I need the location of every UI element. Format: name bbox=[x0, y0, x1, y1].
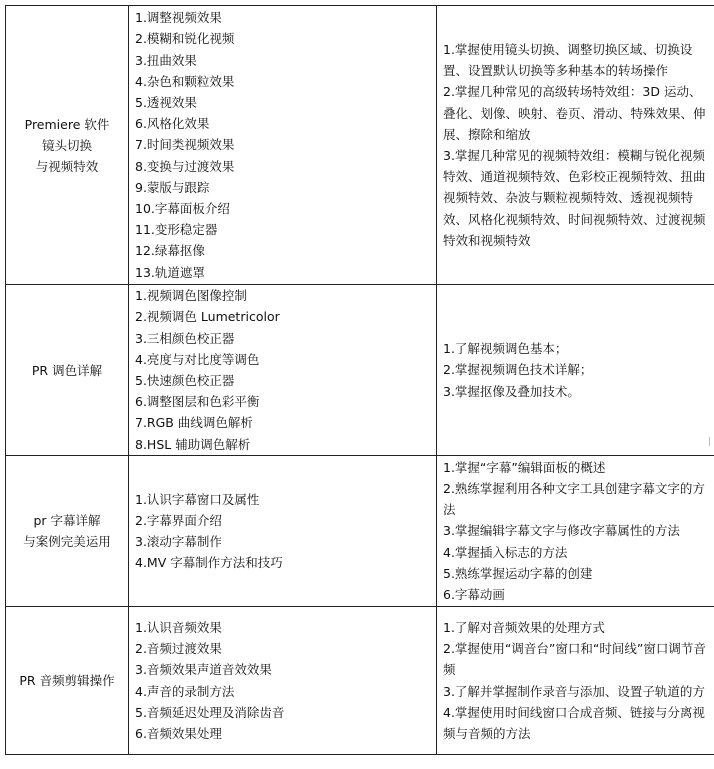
content-item: 7.时间类视频效果 bbox=[135, 137, 235, 153]
content-item: 11.变形稳定器 bbox=[135, 222, 218, 238]
topic-text: 镜头切换 bbox=[41, 137, 92, 153]
table-row bbox=[6, 6, 714, 285]
goal-cell bbox=[437, 607, 714, 755]
content-item: 4.MV 字幕制作方法和技巧 bbox=[135, 555, 283, 571]
topic-cell bbox=[6, 285, 129, 456]
topic-text: Premiere 软件 bbox=[24, 116, 110, 132]
content-item: 2.音频过渡效果 bbox=[135, 641, 222, 657]
topic-cell bbox=[6, 456, 129, 607]
content-item: 1.视频调色图像控制 bbox=[135, 288, 247, 304]
goal-item: 1.掌握“字幕”编辑面板的概述 bbox=[443, 459, 606, 475]
goal-cell bbox=[437, 285, 714, 456]
content-item: 3.滚动字幕制作 bbox=[135, 534, 222, 549]
goal-item: 4.掌握使用时间线窗口合成音频、链接与分离视频与音频的方法 bbox=[443, 704, 705, 741]
content-cell bbox=[129, 456, 437, 607]
goal-item: 3.了解并掌握制作录音与添加、设置子轨道的方 bbox=[443, 683, 705, 699]
topic-cell bbox=[6, 6, 129, 285]
goal-cell bbox=[437, 6, 714, 285]
topic-text: PR 音频剪辑操作 bbox=[19, 673, 115, 688]
goal-item: 2.掌握视频调色技术详解； bbox=[443, 362, 593, 378]
goal-item: 4.掌握插入标志的方法 bbox=[443, 544, 568, 560]
goal-item: 1.掌握使用镜头切换、调整切换区域、切换设置、设置默认切换等多种基本的转场操作 bbox=[443, 41, 693, 79]
content-cell bbox=[129, 6, 437, 285]
goal-item: 5.熟练掌握运动字幕的创建 bbox=[443, 565, 593, 581]
goal-item: 1.了解视频调色基本； bbox=[443, 341, 568, 357]
topic-cell bbox=[6, 607, 129, 755]
table-row bbox=[6, 607, 714, 755]
table-row bbox=[6, 456, 714, 607]
goal-item: 6.字幕动画 bbox=[443, 587, 505, 602]
content-item: 2.字幕界面介绍 bbox=[135, 512, 222, 528]
content-item: 2.模糊和锐化视频 bbox=[135, 31, 235, 47]
goal-cell bbox=[437, 456, 714, 607]
content-cell bbox=[129, 285, 437, 456]
goal-item: 2.掌握几种常见的高级转场特效组：3D 运动、叠化、划像、映射、卷页、滑动、特殊效果、伸展、擦除和缩放 bbox=[443, 84, 706, 142]
goal-item: 1.了解对音频效果的处理方式 bbox=[443, 619, 605, 635]
content-item: 3.音频效果声道音效效果 bbox=[135, 662, 272, 678]
content-item: 6.音频效果处理 bbox=[135, 725, 222, 741]
goal-item: 3.掌握几种常见的视频特效组：模糊与锐化视频特效、通道视频特效、色彩校正视频特效、扭曲视频特效、杂波与颗粒视频特效、透视视频特效、风格化视频特效、时间视频特效、过渡视频特效和视频特效 bbox=[443, 148, 706, 248]
content-item: 12.绿幕抠像 bbox=[135, 243, 205, 259]
content-item: 13.轨道遮罩 bbox=[135, 264, 205, 280]
content-item: 5.透视效果 bbox=[135, 94, 197, 110]
content-item: 7.RGB 曲线调色解析 bbox=[135, 415, 253, 431]
table-row bbox=[6, 285, 714, 456]
goal-item: 2.掌握使用“调音台”窗口和“时间线”窗口调节音频 bbox=[443, 641, 706, 678]
content-item: 1.调整视频效果 bbox=[135, 10, 222, 26]
content-item: 1.认识音频效果 bbox=[135, 619, 222, 635]
content-item: 3.扭曲效果 bbox=[135, 52, 197, 68]
content-item: 4.杂色和颗粒效果 bbox=[135, 73, 235, 89]
content-item: 6.风格化效果 bbox=[135, 116, 210, 132]
content-item: 4.亮度与对比度等调色 bbox=[135, 351, 260, 367]
topic-text: 与视频特效 bbox=[35, 158, 99, 174]
goal-item: 3.掌握抠像及叠加技术。 bbox=[443, 383, 580, 399]
content-item: 5.音频延迟处理及消除齿音 bbox=[135, 704, 285, 720]
goal-item: 2.熟练掌握利用各种文字工具创建字幕文字的方法 bbox=[443, 480, 705, 518]
content-item: 1.认识字幕窗口及属性 bbox=[135, 491, 260, 507]
topic-text: pr 字幕详解 bbox=[33, 513, 101, 528]
page-edge-mark bbox=[709, 437, 710, 446]
content-item: 8.HSL 辅助调色解析 bbox=[135, 436, 251, 452]
content-cell bbox=[129, 607, 437, 755]
content-item: 5.快速颜色校正器 bbox=[135, 373, 235, 388]
course-document bbox=[5, 5, 708, 755]
content-item: 6.调整图层和色彩平衡 bbox=[135, 394, 260, 410]
course-table bbox=[5, 5, 714, 755]
goal-item: 3.掌握编辑字幕文字与修改字幕属性的方法 bbox=[443, 523, 680, 539]
content-item: 3.三相颜色校正器 bbox=[135, 330, 235, 346]
content-item: 10.字幕面板介绍 bbox=[135, 201, 230, 216]
topic-text: PR 调色详解 bbox=[31, 362, 103, 378]
content-item: 9.蒙版与跟踪 bbox=[135, 179, 210, 195]
content-item: 8.变换与过渡效果 bbox=[135, 158, 235, 174]
content-item: 2.视频调色 Lumetricolor bbox=[135, 309, 280, 325]
content-item: 4.声音的录制方法 bbox=[135, 683, 235, 699]
topic-text: 与案例完美运用 bbox=[23, 534, 111, 549]
